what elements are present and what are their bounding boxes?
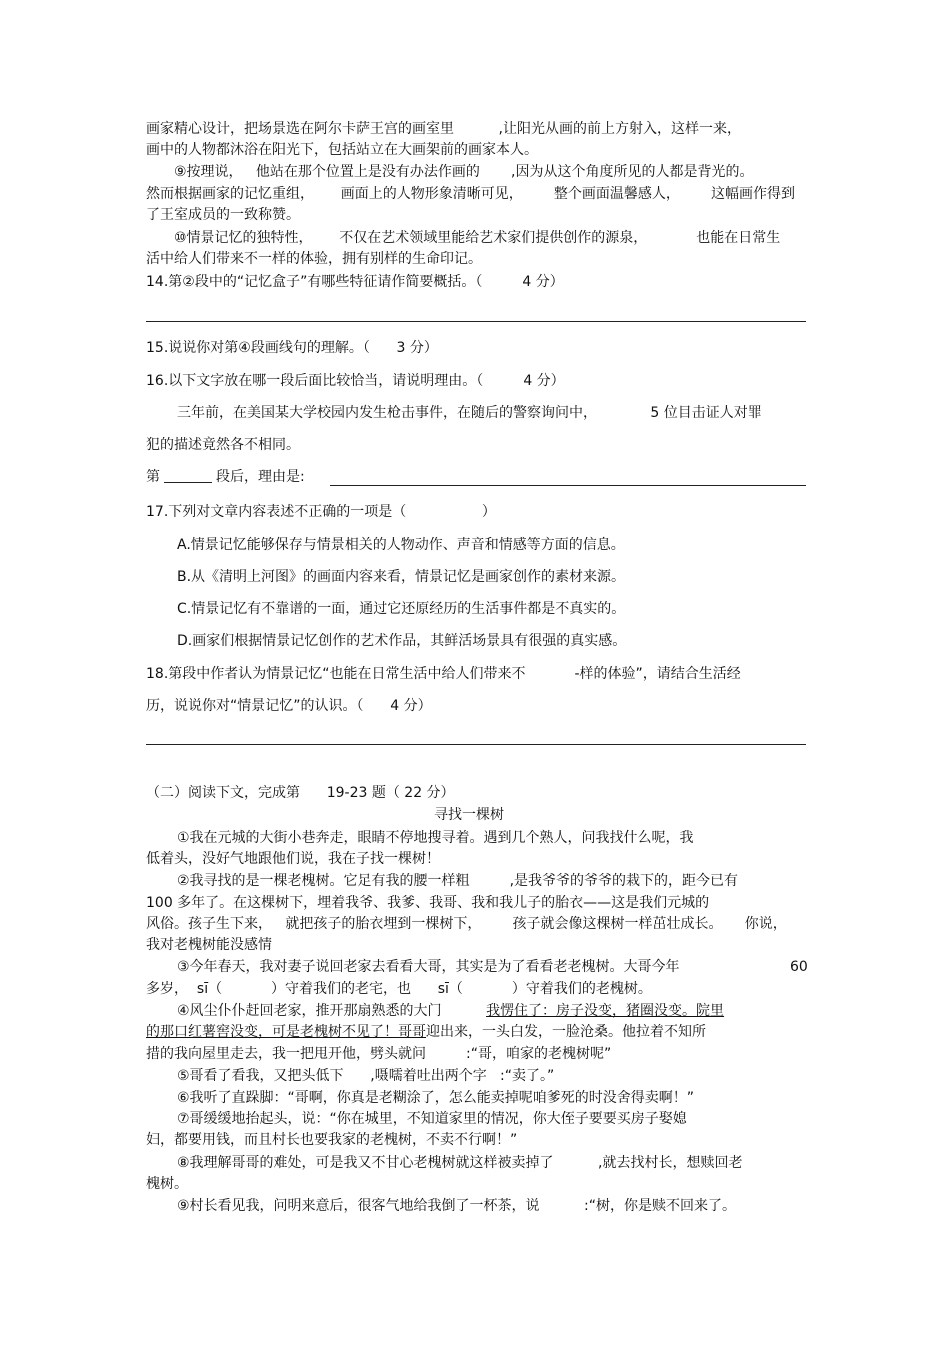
option-a: A.情景记忆能够保存与情景相关的人物动作、声音和情感等方面的信息。 [177,537,625,553]
article-paragraph-1-line-2: 低着头，没好气地跟他们说，我在子找一棵树！ [146,851,440,867]
article-paragraph-2-line-3: 风俗。孩子生下来， 就把孩子的胎衣埋到一棵树下， 孩子就会像这棵树一样茁壮成长。 你说， [146,916,787,932]
answer-line-18 [146,744,806,745]
paragraph-8-line-2: 画中的人物都沐浴在阳光下，包括站立在大画架前的画家本人。 [146,142,538,158]
article-paragraph-4-line-1 [177,1002,724,1020]
paragraph-8-line-1: 画家精心设计，把场景选在阿尔卡萨王宫的画室里 ,让阳光从画的前上方射入，这样一来， [146,121,741,137]
paragraph-10-line-1: ⑩情景记忆的独特性， 不仅在艺术领域里能给艺术家们提供创作的源泉， 也能在日常生 [174,230,781,246]
underlined-sentence-part-2: 的那口红薯窖没变，可是老槐树不见了！哥哥 [146,1024,426,1040]
section-heading: （二）阅读下文，完成第 19-23 题（ 22 分） [146,785,455,801]
article-paragraph-2-line-1: ②我寻找的是一棵老槐树。它足有我的腰一样粗 ,是我爷爷的爷爷的栽下的，距今已有 [177,873,739,889]
article-paragraph-9-line-1: ⑨村长看见我，问明来意后，很客气地给我倒了一杯茶，说 :“树，你是赎不回来了。 [177,1198,737,1214]
paragraph-10-line-2: 活中给人们带来不一样的体验，拥有别样的生命印记。 [146,251,482,267]
question-18-line-2: 历，说说你对“情景记忆”的认识。（ 4 分） [146,698,432,714]
question-16-text-line-2: 犯的描述竟然各不相同。 [146,437,300,453]
article-paragraph-3-number: 60 [790,959,808,975]
question-17: 17.下列对文章内容表述不正确的一项是（ ） [146,504,496,520]
article-paragraph-2-line-2: 100 多年了。在这棵树下，埋着我爷、我爹、我哥、我和我儿子的胎衣——这是我们元城的 [146,895,710,911]
article-paragraph-6: ⑥我听了直跺脚：“哥啊，你真是老糊涂了，怎么能卖掉呢咱爹死的时没舍得卖啊！” [177,1090,695,1106]
answer-line-14 [146,321,806,322]
option-b: B.从《清明上河图》的画面内容来看，情景记忆是画家创作的素材来源。 [177,569,626,585]
answer-prefix: 第 [146,469,160,485]
article-title: 寻找一棵树 [434,807,504,823]
paragraph-9-line-2: 然而根据画家的记忆重组， 画面上的人物形象清晰可见， 整个画面温馨感人， 这幅画作得到 [146,186,796,202]
article-paragraph-7-line-1: ⑦哥缓缓地抬起头，说：“你在城里，不知道家里的情况，你大侄子要要买房子娶媳 [177,1111,687,1127]
article-paragraph-8-line-1: ⑧我理解哥哥的难处，可是我又不甘心老槐树就这样被卖掉了 ,就去找村长，想赎回老 [177,1155,743,1171]
paragraph-4-plain-text: ④风尘仆仆赶回老家，推开那扇熟悉的大门 [177,1003,487,1019]
article-paragraph-3-line-1: ③今年春天，我对妻子说回老家去看看大哥，其实是为了看看老老槐树。大哥今年 [177,959,680,975]
question-18-line-1: 18.第段中作者认为情景记忆“也能在日常生活中给人们带来不 -样的体验”，请结合生活经 [146,666,741,682]
article-paragraph-5: ⑤哥看了看我，又把头低下 ,嗫嚅着吐出两个字 :“卖了。” [177,1068,555,1084]
underlined-sentence-part-1: 我愣住了：房子没变，猪圈没变。院里 [486,1003,725,1019]
answer-suffix: 段后，理由是: [216,469,305,485]
article-paragraph-7-line-2: 妇，都要用钱，而且村长也要我家的老槐树，不卖不行啊！” [146,1132,518,1148]
article-paragraph-2-line-4: 我对老槐树能没感情 [146,937,272,953]
article-paragraph-8-line-2: 槐树。 [146,1176,188,1192]
article-paragraph-4-line-3: 措的我向屋里走去，我一把甩开他，劈头就问 :“哥，咱家的老槐树呢” [146,1046,612,1062]
article-paragraph-4-line-2 [146,1023,706,1041]
question-14: 14.第②段中的“记忆盒子”有哪些特征请作简要概括。（ 4 分） [146,274,564,290]
option-c: C.情景记忆有不靠谱的一面，通过它还原经历的生活事件都是不真实的。 [177,601,626,617]
question-16-text-line-1: 三年前，在美国某大学校园内发生枪击事件，在随后的警察询问中， 5 位目击证人对罪 [177,405,762,421]
paragraph-number-blank[interactable] [164,468,212,483]
question-15: 15.说说你对第④段画线句的理解。（ 3 分） [146,340,438,356]
paragraph-9-line-3: 了王室成员的一致称赞。 [146,207,300,223]
question-16-answer [146,468,305,486]
answer-line-16[interactable] [330,485,806,486]
paragraph-9-line-1: ⑨按理说， 他站在那个位置上是没有办法作画的 ,因为从这个角度所见的人都是背光的。 [174,164,754,180]
option-d: D.画家们根据情景记忆创作的艺术作品，其鲜活场景具有很强的真实感。 [177,633,627,649]
article-paragraph-3-line-2: 多岁， sī（ ）守着我们的老宅，也 sī（ ）守着我们的老槐树。 [146,981,652,997]
paragraph-4-continued-text: 迎出来，一头白发，一脸沧桑。他拉着不知所 [426,1024,706,1040]
article-paragraph-1-line-1: ①我在元城的大街小巷奔走，眼睛不停地搜寻着。遇到几个熟人，问我找什么呢，我 [177,830,694,846]
question-16: 16.以下文字放在哪一段后面比较恰当，请说明理由。（ 4 分） [146,373,565,389]
